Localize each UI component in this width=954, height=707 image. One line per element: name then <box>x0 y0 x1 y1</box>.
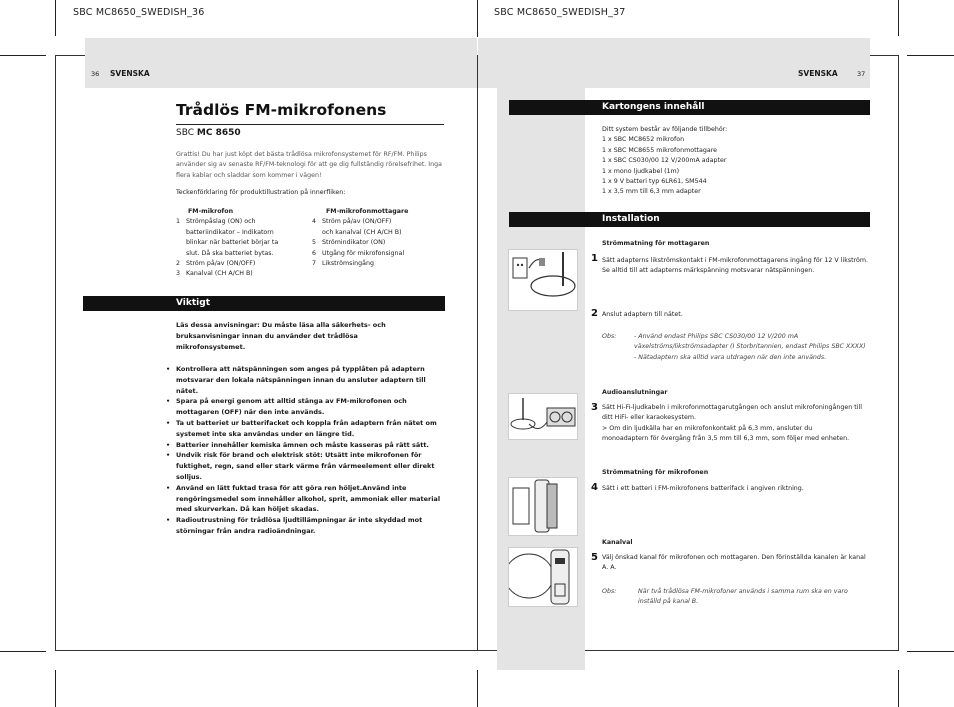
receiver-legend-item-text: Strömindikator (ON) <box>322 239 386 247</box>
mic-legend-item-number: 2 <box>176 260 181 268</box>
installation-bar: Installation <box>509 212 870 227</box>
right-file-header: SBC MC8650_SWEDISH_37 <box>494 7 626 18</box>
contents-intro: Ditt system består av följande tillbehör: <box>602 126 728 133</box>
step-2-text: Anslut adaptern till nätet. <box>602 311 683 318</box>
channel-switch-illustration <box>508 547 578 607</box>
crop-mark <box>898 0 899 36</box>
safety-bullet: • Batterier innehåller kemiska ämnen och måste kasseras på rätt sätt. <box>166 440 448 451</box>
center-mark <box>477 0 478 37</box>
step-5-text: Välj önskad kanal för mikrofonen och mottagaren. Den förinställda kanalen är kanal A. A. <box>602 554 866 572</box>
channel-heading: Kanalval <box>602 539 633 546</box>
adapter-illustration <box>508 249 578 311</box>
mic-legend <box>176 207 301 280</box>
safety-bullet: • Spara på energi genom att alltid stänga av FM-mikrofonen och mottagaren (OFF) när den inte används. <box>166 396 448 418</box>
mic-legend-list <box>176 217 301 279</box>
receiver-legend-item-text: Likströmsingång <box>322 260 374 268</box>
receiver-legend-list <box>312 217 447 269</box>
left-section-label: SVENSKA <box>110 69 150 78</box>
page-title: Trådlös FM-mikrofonens <box>176 101 387 119</box>
receiver-legend-item <box>312 249 447 259</box>
crop-mark <box>0 55 46 56</box>
important-bar: Viktigt <box>83 296 445 311</box>
step-5-number: 5 <box>591 552 598 563</box>
obs-1-item: - Använd endast Philips SBC CS030/00 12 V/200 mA växelströms/likströmsadapter (I Storbritannien, endast Philips SBC XXXX) <box>634 333 866 351</box>
audio-heading: Audioanslutningar <box>602 389 668 396</box>
crop-mark <box>0 651 46 652</box>
audio-connection-illustration <box>508 393 578 440</box>
mic-legend-item <box>176 238 301 248</box>
step-4-number: 4 <box>591 482 598 493</box>
power-mic-heading: Strömmatning för mikrofonen <box>602 469 709 476</box>
left-header-band <box>85 38 477 88</box>
mic-legend-item-text: Ström på/av (ON/OFF) <box>186 260 256 268</box>
mic-legend-item-text: batteriindikator – Indikatorn <box>186 228 274 236</box>
intro-paragraph: Grattis! Du har just köpt det bästa trådlösa mikrofonsystemet för RF/FM. Philips använder sig av senaste RF/FM-teknologi för att ge dig fullständig rörelsefrihet. Inga flera kablar och sladdar som kommer i vägen! <box>176 151 443 179</box>
important-lead: Läs dessa anvisningar: Du måste läsa alla säkerhets- och bruksanvisningar innan du använder det trådlösa mikrofonsystemet. <box>176 321 386 351</box>
mic-legend-item <box>176 249 301 259</box>
mic-legend-item <box>176 269 301 279</box>
mic-legend-item-number: 3 <box>176 270 181 278</box>
safety-bullet: • Använd en lätt fuktad trasa för att göra ren höljet.Använd inte rengöringsmedel som innehåller alkohol, sprit, ammoniak eller material med skurverkan. Då kan höljet skadas. <box>166 483 448 515</box>
contents-item: 1 x SBC MC8652 mikrofon <box>602 136 685 144</box>
safety-bullet: • Kontrollera att nätspänningen som anges på typplåten på adaptern motsvarar den lokala nätspänningen innan du ansluter adaptern till nätet. <box>166 364 448 396</box>
receiver-legend-item-number: 7 <box>312 260 317 268</box>
obs-2-label: Obs: <box>602 588 617 595</box>
center-mark <box>477 670 478 707</box>
mic-legend-item-text: Kanalval (CH A/CH B) <box>186 270 253 278</box>
mic-legend-item-text: Strömpåslag (ON) och <box>186 218 256 226</box>
contents-item: 1 x SBC MC8655 mikrofonmottagare <box>602 146 718 154</box>
contents-item: 1 x 3,5 mm till 6,3 mm adapter <box>602 188 701 196</box>
receiver-legend-item <box>312 259 447 269</box>
mic-legend-item <box>176 217 301 227</box>
mic-legend-item <box>176 259 301 269</box>
model-subtitle <box>176 128 241 138</box>
mic-legend-item-number <box>176 238 186 248</box>
left-page-number: 36 <box>91 70 100 78</box>
receiver-legend-item-number: 4 <box>312 218 317 226</box>
battery-illustration <box>508 477 578 536</box>
right-header-band <box>478 38 870 88</box>
safety-bullet: • Ta ut batteriet ur batterifacket och koppla från adaptern från nätet om systemet inte ska användas under en längre tid. <box>166 418 448 440</box>
receiver-legend-item-number <box>312 228 322 238</box>
step-3-subtext: > Om din ljudkälla har en mikrofonkontakt på 6,3 mm, ansluter du monoadaptern för övergång från 3,5 mm till 6,3 mm, som följer med enheten. <box>602 425 850 443</box>
step-3-text: Sätt Hi-Fi-ljudkabeln i mikrofonmottagarutgången och anslut mikrofoningången till ditt HiFi- eller karaokesystem. <box>602 404 862 422</box>
receiver-legend-item <box>312 217 447 227</box>
safety-bullet: • Undvik risk för brand och elektrisk stöt: Utsätt inte mikrofonen för fuktighet, regn, sand eller stark värme från värmeelement eller direkt solljus. <box>166 450 448 482</box>
crop-mark <box>907 55 954 56</box>
receiver-legend <box>312 207 447 269</box>
mic-legend-item-number <box>176 228 186 238</box>
step-2-number: 2 <box>591 308 598 319</box>
contents-item: 1 x mono ljudkabel (1m) <box>602 167 680 175</box>
legend-intro: Teckenförklaring för produktillustration på innerfliken: <box>176 189 346 196</box>
mic-legend-item <box>176 228 301 238</box>
left-file-header: SBC MC8650_SWEDISH_36 <box>73 7 205 18</box>
spine-line <box>477 55 478 651</box>
receiver-legend-item-number: 6 <box>312 249 317 257</box>
step-1-text: Sätt adapterns likströmskontakt i FM-mikrofonmottagarens ingång för 12 V likström. Se alltid till att adapterns märkspänning motsvarar nätspänningen. <box>602 257 869 275</box>
crop-mark <box>898 670 899 707</box>
mic-legend-heading: FM-mikrofon <box>188 208 234 215</box>
obs-1-label: Obs: <box>602 333 617 340</box>
receiver-legend-item-text: Utgång för mikrofonsignal <box>322 249 405 257</box>
contents-block <box>602 125 862 198</box>
receiver-legend-item <box>312 228 447 238</box>
crop-mark <box>55 670 56 707</box>
right-page-number: 37 <box>857 70 866 78</box>
mic-legend-item-number: 1 <box>176 218 181 226</box>
right-section-label: SVENSKA <box>798 69 838 78</box>
contents-item: 1 x SBC CS030/00 12 V/200mA adapter <box>602 157 727 165</box>
step-1-number: 1 <box>591 253 598 264</box>
mic-legend-item-number <box>176 249 186 259</box>
mic-legend-item-text: slut. Då ska batteriet bytas. <box>186 249 274 257</box>
model-name: MC 8650 <box>196 128 241 138</box>
contents-item: 1 x 9 V batteri typ 6LR61, SM544 <box>602 178 707 186</box>
crop-mark <box>907 651 954 652</box>
power-receiver-heading: Strömmatning för mottagaren <box>602 240 710 247</box>
receiver-legend-heading: FM-mikrofonmottagare <box>326 208 409 215</box>
obs-1-list <box>634 332 874 363</box>
safety-bullet: • Radioutrustning för trådlösa ljudtillämpningar är inte skyddad mot störningar från andra radioändningar. <box>166 515 448 537</box>
model-prefix: SBC <box>176 128 197 138</box>
receiver-legend-item-number: 5 <box>312 239 317 247</box>
receiver-legend-item-text: Ström på/av (ON/OFF) <box>322 218 392 226</box>
safety-bullet-list <box>166 364 448 537</box>
step-4-text: Sätt i ett batteri i FM-mikrofonens batterifack i angiven riktning. <box>602 485 804 492</box>
obs-2-text: När två trådlösa FM-mikrofoner används i samma rum ska en varo inställd på kanal B. <box>638 588 848 606</box>
step-3-number: 3 <box>591 402 598 413</box>
crop-mark <box>55 0 56 36</box>
receiver-legend-item <box>312 238 447 248</box>
obs-1-item: - Nätadaptern ska alltid vara utdragen när den inte används. <box>634 353 827 361</box>
receiver-legend-item-text: och kanalval (CH A/CH B) <box>322 228 402 236</box>
title-rule <box>176 124 444 125</box>
mic-legend-item-text: blinkar när batteriet börjar ta <box>186 239 279 247</box>
contents-list <box>602 135 862 197</box>
contents-bar: Kartongens innehåll <box>509 100 870 115</box>
